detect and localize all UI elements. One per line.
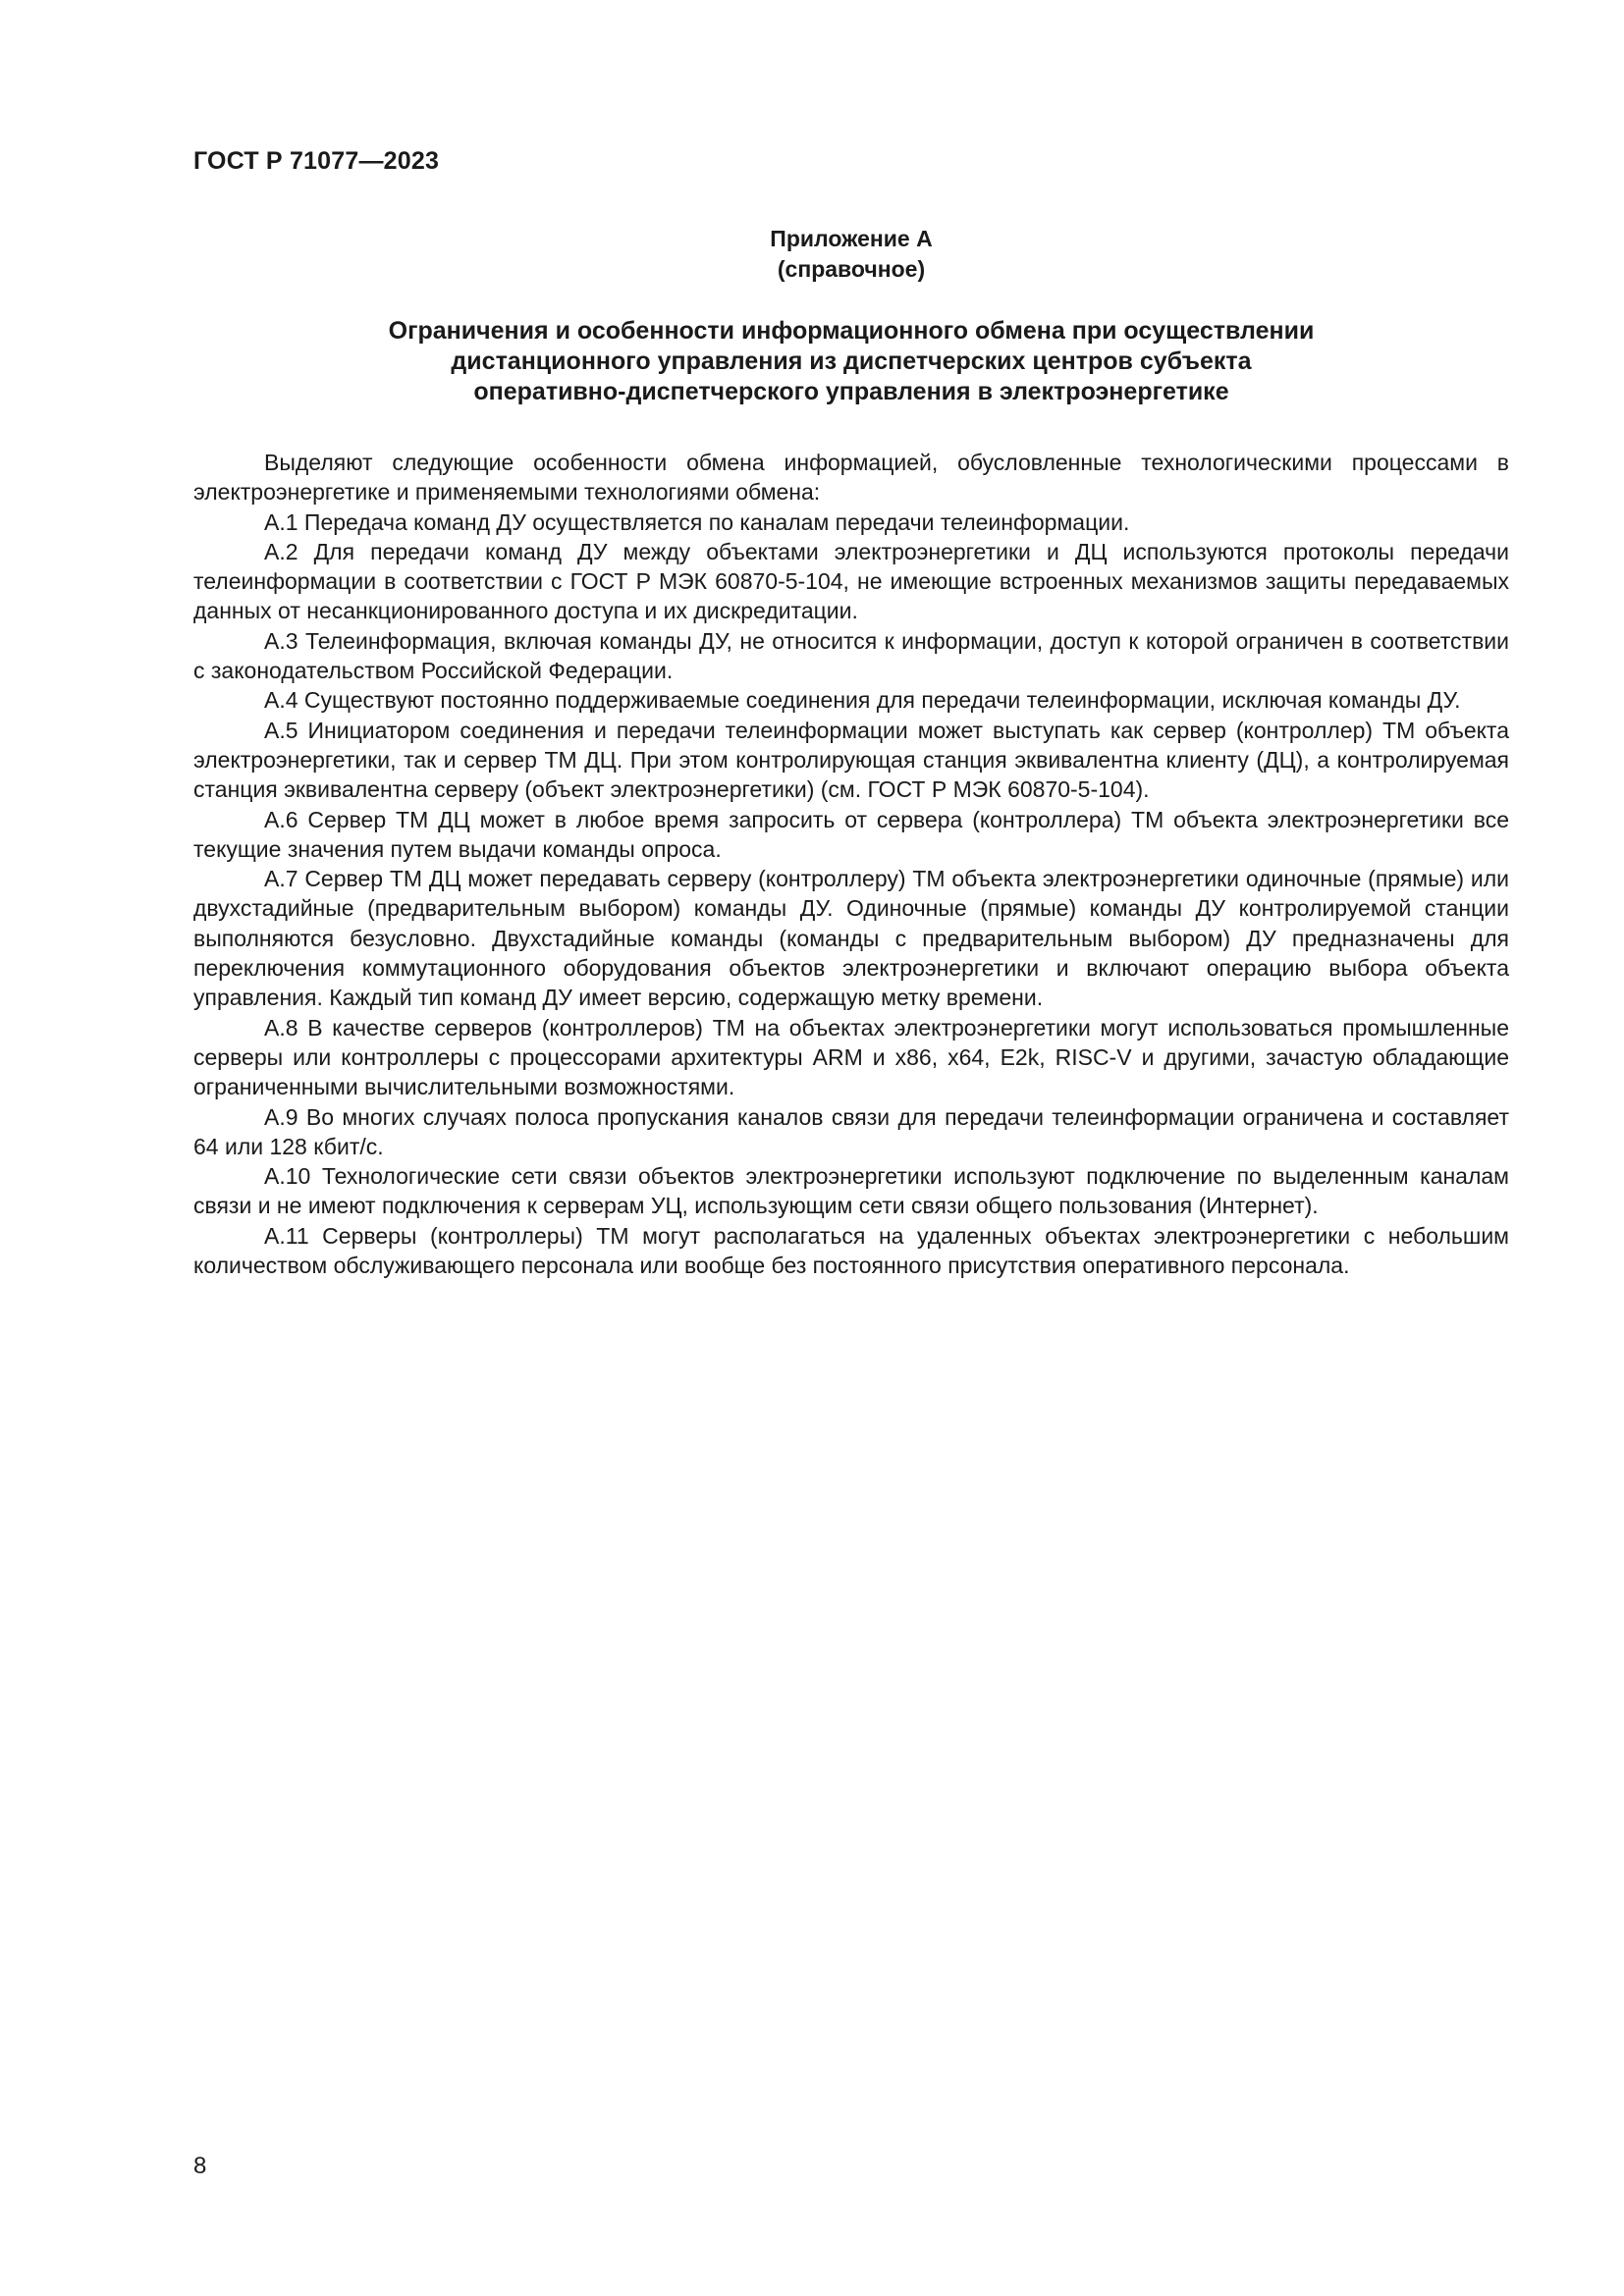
paragraph-a4: А.4 Существуют постоянно поддерживаемые соединения для передачи телеинформации, исключая команды ДУ. xyxy=(264,687,1461,714)
paragraph-a1: А.1 Передача команд ДУ осуществляется по каналам передачи телеинформации. xyxy=(264,508,1130,535)
paragraph-a5: А.5 Инициатором соединения и передачи телеинформации может выступать как сервер (контроллер) ТМ объекта электроэнергетики, так и сервер ТМ ДЦ. При этом контролирующая станция эквивалентна клиенту (ДЦ), а контролируемая станция эквивалентна серверу (объект электроэнергетики) (см. ГОСТ Р МЭК 60870-5-104). xyxy=(193,717,1509,803)
section-heading xyxy=(193,316,1509,407)
paragraph-a7: А.7 Сервер ТМ ДЦ может передавать серверу (контроллеру) ТМ объекта электроэнергетики одиночные (прямые) или двухстадийные (предварительным выбором) команды ДУ. Одиночные (прямые) команды ДУ контролируемой станции выполняются безусловно. Двухстадийные команды (команды с предварительным выбором) ДУ предназначены для переключения коммутационного оборудования объектов электроэнергетики и включают операцию выбора объекта управления. Каждый тип команд ДУ имеет версию, содержащую метку времени. xyxy=(193,866,1509,1011)
body-text xyxy=(193,448,1509,1280)
heading-line: оперативно-диспетчерского управления в электроэнергетике xyxy=(473,378,1229,405)
paragraph-a9: А.9 Во многих случаях полоса пропускания каналов связи для передачи телеинформации ограничена и составляет 64 или 128 кбит/с. xyxy=(193,1103,1509,1159)
appendix-subtitle: (справочное) xyxy=(777,256,926,282)
appendix-title: Приложение А xyxy=(770,226,933,251)
intro-paragraph: Выделяют следующие особенности обмена информацией, обусловленные технологическими процессами в электроэнергетике и применяемыми технологиями обмена: xyxy=(193,450,1509,506)
page-number: 8 xyxy=(193,2153,207,2179)
paragraph-a2: А.2 Для передачи команд ДУ между объектами электроэнергетики и ДЦ используются протоколы передачи телеинформации в соответствии с ГОСТ Р МЭК 60870-5-104, не имеющие встроенных механизмов защиты передаваемых данных от несанкционированного доступа и их дискредитации. xyxy=(193,538,1509,624)
paragraph-a6: А.6 Сервер ТМ ДЦ может в любое время запросить от сервера (контроллера) ТМ объекта электроэнергетики все текущие значения путем выдачи команды опроса. xyxy=(193,806,1509,862)
paragraph-a3: А.3 Телеинформация, включая команды ДУ, не относится к информации, доступ к которой ограничен в соответствии с законодательством Российской Федерации. xyxy=(193,627,1509,684)
document-code: ГОСТ Р 71077—2023 xyxy=(193,147,440,175)
heading-line: дистанционного управления из диспетчерских центров субъекта xyxy=(451,347,1252,375)
paragraph-a10: А.10 Технологические сети связи объектов электроэнергетики используют подключение по выделенным каналам связи и не имеют подключения к серверам УЦ, использующим сети связи общего пользования (Интернет). xyxy=(193,1163,1509,1219)
paragraph-a8: А.8 В качестве серверов (контроллеров) ТМ на объектах электроэнергетики могут использоваться промышленные серверы или контроллеры с процессорами архитектуры ARM и x86, x64, E2k, RISC-V и другими, зачастую обладающие ограниченными вычислительными возможностями. xyxy=(193,1014,1509,1100)
appendix-label xyxy=(193,224,1509,285)
paragraph-a11: А.11 Серверы (контроллеры) ТМ могут располагаться на удаленных объектах электроэнергетики с небольшим количеством обслуживающего персонала или вообще без постоянного присутствия оперативного персонала. xyxy=(193,1222,1509,1279)
heading-line: Ограничения и особенности информационного обмена при осуществлении xyxy=(388,317,1315,345)
